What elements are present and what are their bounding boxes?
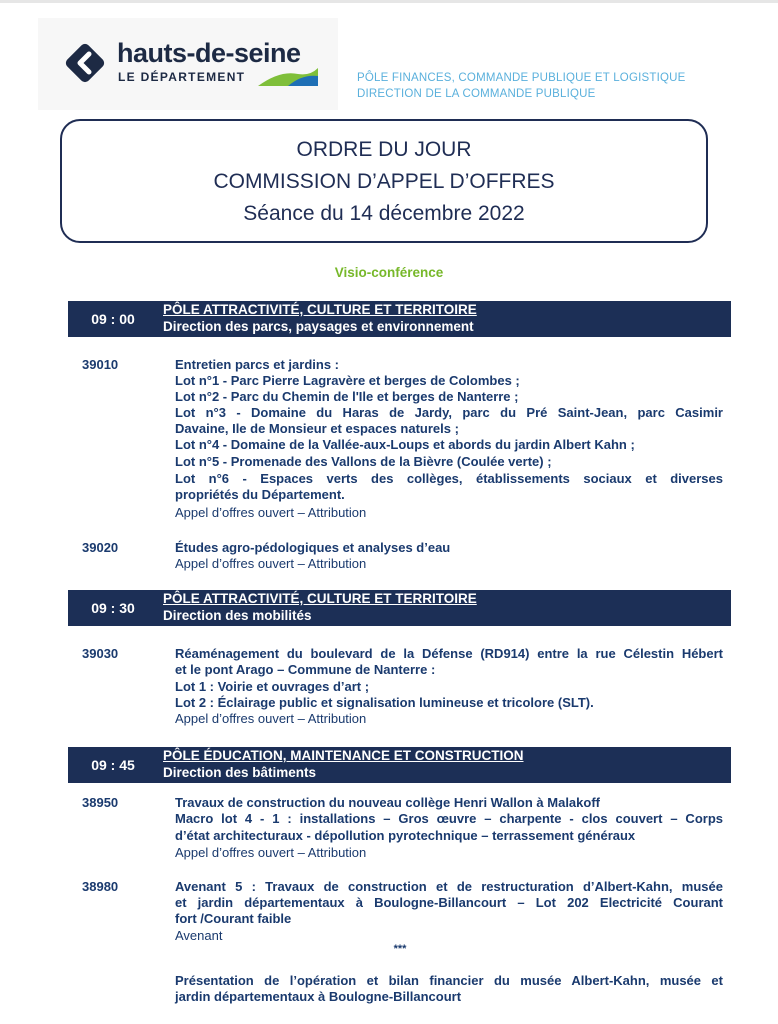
item-line: Lot n°1 - Parc Pierre Lagravère et berges de Colombes ; (175, 373, 520, 388)
item-line: Lot n°4 - Domaine de la Vallée-aux-Loups et abords du jardin Albert Kahn ; (175, 437, 635, 452)
separator: *** (393, 943, 407, 955)
item-line: Davaine, Ile de Monsieur et espaces naturels ; (175, 421, 459, 436)
section-pole: PÔLE ÉDUCATION, MAINTENANCE ET CONSTRUCTION (163, 748, 524, 763)
title-agenda: ORDRE DU JOUR (296, 138, 472, 161)
item-line: Avenant 5 : Travaux de construction et de restructuration d’Albert-Kahn, musée (175, 879, 723, 894)
item-line: Lot n°6 - Espaces verts des collèges, établissements sociaux et diverses (175, 471, 723, 486)
item-number-38980: 38980 (82, 879, 119, 894)
meeting-mode: Visio-conférence (334, 265, 444, 280)
item-line: Macro lot 4 - 1 : installations – Gros œuvre – charpente - clos couvert – Corps (175, 811, 723, 826)
presentation-line: jardin départementaux à Boulogne-Billancourt (175, 989, 462, 1004)
item-line: propriétés du Département. (175, 487, 345, 502)
item-number-39010: 39010 (82, 357, 119, 372)
item-line: Lot 1 : Voirie et ouvrages d’art ; (175, 679, 370, 694)
item-number-39030: 39030 (82, 646, 119, 661)
item-line: et jardin départementaux à Boulogne-Billancourt – Lot 202 Electricité Courant (175, 895, 723, 910)
section-bar-0945 (68, 747, 731, 783)
section-pole: PÔLE ATTRACTIVITÉ, CULTURE ET TERRITOIRE (163, 302, 477, 317)
section-time: 09 : 45 (91, 757, 135, 773)
section-direction: Direction des parcs, paysages et environnement (163, 319, 474, 334)
item-procedure: Appel d’offres ouvert – Attribution (175, 711, 367, 726)
item-line: Réaménagement du boulevard de la Défense (RD914) entre la rue Célestin Hébert (175, 646, 723, 661)
item-line: d’état architecturaux - dépollution pyrotechnique – terrassement généraux (175, 828, 636, 843)
item-line: et le pont Arago – Commune de Nanterre : (175, 662, 436, 677)
item-procedure: Appel d’offres ouvert – Attribution (175, 505, 367, 520)
logo-name: hauts-de-seine (117, 38, 301, 68)
item-procedure: Appel d’offres ouvert – Attribution (175, 845, 367, 860)
item-procedure: Avenant (175, 928, 223, 943)
section-time: 09 : 30 (91, 600, 135, 616)
title-commission: COMMISSION D’APPEL D’OFFRES (213, 170, 555, 193)
pole-label: PÔLE FINANCES, COMMANDE PUBLIQUE ET LOGISTIQUE (357, 72, 686, 84)
title-box (60, 119, 708, 243)
item-line: Lot n°3 - Domaine du Haras de Jardy, parc du Pré Saint-Jean, parc Casimir (175, 405, 723, 420)
section-pole: PÔLE ATTRACTIVITÉ, CULTURE ET TERRITOIRE (163, 591, 477, 606)
green-hill-icon (258, 66, 318, 88)
item-number-39020: 39020 (82, 540, 119, 555)
direction-label: DIRECTION DE LA COMMANDE PUBLIQUE (357, 88, 596, 100)
item-line: Études agro-pédologiques et analyses d’eau (175, 540, 451, 555)
item-line: Lot n°5 - Promenade des Vallons de la Bièvre (Coulée verte) ; (175, 454, 552, 469)
top-border (0, 0, 778, 3)
section-bar-0930 (68, 590, 731, 626)
section-time: 09 : 00 (91, 311, 135, 327)
title-session-date: Séance du 14 décembre 2022 (243, 202, 525, 225)
presentation-line: Présentation de l’opération et bilan financier du musée Albert-Kahn, musée et (175, 973, 723, 988)
item-line: fort /Courant faible (175, 911, 292, 926)
item-line: Lot n°2 - Parc du Chemin de l'Ile et berges de Nanterre ; (175, 389, 519, 404)
logo-subtitle: LE DÉPARTEMENT (118, 70, 246, 84)
item-number-38950: 38950 (82, 795, 119, 810)
item-procedure: Appel d’offres ouvert – Attribution (175, 556, 367, 571)
item-line: Entretien parcs et jardins : (175, 357, 339, 372)
section-direction: Direction des mobilités (163, 608, 312, 623)
department-logo-icon (62, 40, 108, 86)
section-direction: Direction des bâtiments (163, 765, 317, 780)
item-line: Lot 2 : Éclairage public et signalisation lumineuse et tricolore (SLT). (175, 695, 594, 710)
section-bar-0900 (68, 301, 731, 337)
item-line: Travaux de construction du nouveau collège Henri Wallon à Malakoff (175, 795, 600, 810)
